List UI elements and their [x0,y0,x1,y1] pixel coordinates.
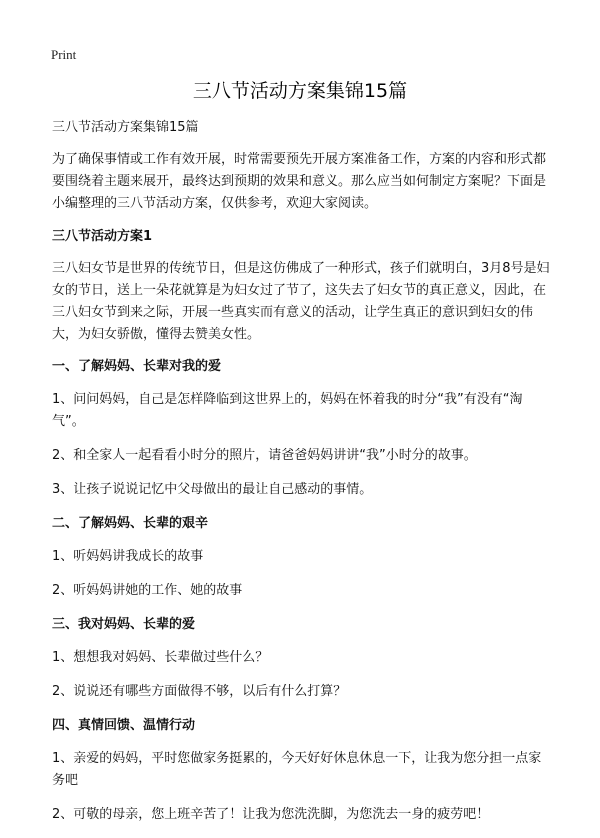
section-1-item-2: 2、和全家人一起看看小时分的照片，请爸爸妈妈讲讲“我”小时分的故事。 [52,448,477,463]
section-1-item-1: 1、问问妈妈，自己是怎样降临到这世界上的，妈妈在怀着我的时分“我”有没有“淘气”。 [52,392,523,429]
section-1-item-3: 3、让孩子说说记忆中父母做出的最让自己感动的事情。 [52,482,373,497]
section-heading-3: 三、我对妈妈、长辈的爱 [52,617,196,632]
print-link[interactable]: Print [51,47,77,62]
section-4-item-2: 2、可敬的母亲，您上班辛苦了！让我为您洗洗脚，为您洗去一身的疲劳吧！ [52,807,490,822]
section-heading-1: 一、了解妈妈、长辈对我的爱 [52,359,222,374]
section-heading-4: 四、真情回馈、温情行动 [52,718,196,733]
article-body [52,117,552,838]
section-heading-2: 二、了解妈妈、长辈的艰辛 [52,516,209,531]
article-subtitle: 三八节活动方案集锦15篇 [52,120,199,135]
section-4-item-1: 1、亲爱的妈妈，平时您做家务挺累的，今天好好休息休息一下，让我为您分担一点家务吧 [52,751,542,788]
section-3-item-1: 1、想想我对妈妈、长辈做过些什么？ [52,650,269,665]
plan-heading: 三八节活动方案1 [52,229,153,244]
section-2-item-1: 1、听妈妈讲我成长的故事 [52,549,204,564]
intro-paragraph: 为了确保事情或工作有效开展，时常需要预先开展方案准备工作，方案的内容和形式都要围绕着主题来展开，最终达到预期的效果和意义。那么应当如何制定方案呢？下面是小编整理的三八节活动方案，仅供参考，欢迎大家阅读。 [52,152,547,211]
section-3-item-2: 2、说说还有哪些方面做得不够，以后有什么打算？ [52,684,347,699]
plan-paragraph: 三八妇女节是世界的传统节日，但是这仿佛成了一种形式，孩子们就明白，3月8号是妇女的节日，送上一朵花就算是为妇女过了节了，这失去了妇女节的真正意义，因此，在三八妇女节到来之际，开展一些真实而有意义的活动，让学生真正的意识到妇女的伟大，为妇女骄傲，懂得去赞美女性。 [52,261,550,342]
page-title: 三八节活动方案集锦15篇 [192,80,408,102]
section-2-item-2: 2、听妈妈讲她的工作、她的故事 [52,583,243,598]
